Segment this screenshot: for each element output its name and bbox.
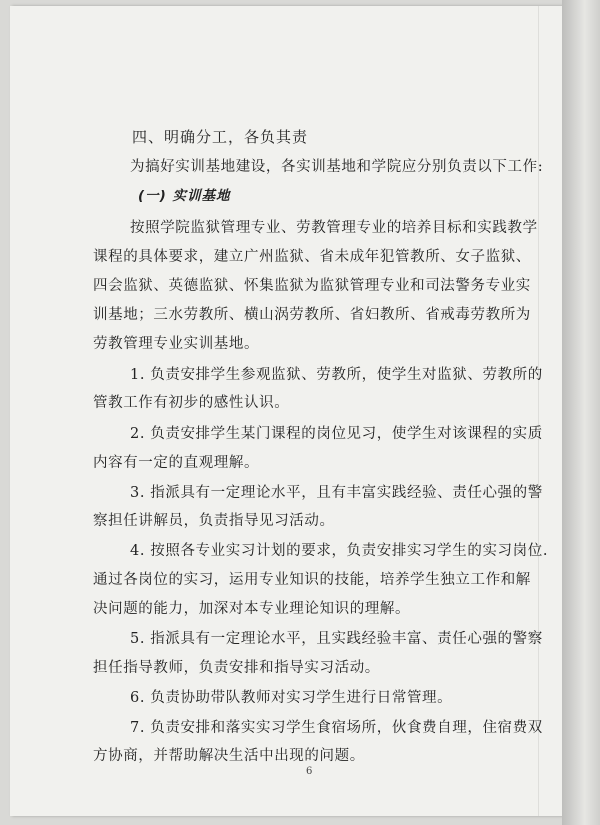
list-item-line: 4. 按照各专业实习计划的要求，负责安排实习学生的实习岗位. <box>130 543 549 559</box>
list-item-line: 7. 负责安排和落实实习学生食宿场所，伙食费自理，住宿费双 <box>130 720 543 736</box>
paragraph-line: 训基地；三水劳教所、横山涡劳教所、省妇教所、省戒毒劳教所为 <box>93 307 531 323</box>
list-item-line: 方协商，并帮助解决生活中出现的问题。 <box>93 748 365 764</box>
list-item-line: 6. 负责协助带队教师对实习学生进行日常管理。 <box>130 690 453 706</box>
list-item-line: 决问题的能力，加深对本专业理论知识的理解。 <box>93 601 411 617</box>
section-heading: 四、明确分工，各负其责 <box>132 128 309 146</box>
list-item-line: 5. 指派具有一定理论水平，且实践经验丰富、责任心强的警察 <box>130 631 543 647</box>
document-page <box>10 6 562 816</box>
list-item-line: 管教工作有初步的感性认识。 <box>93 395 290 411</box>
paragraph-line: 按照学院监狱管理专业、劳教管理专业的培养目标和实践教学 <box>130 220 538 236</box>
list-item-line: 2. 负责安排学生某门课程的岗位见习，使学生对该课程的实质 <box>130 426 543 442</box>
paragraph-line: 课程的具体要求，建立广州监狱、省未成年犯管教所、女子监狱、 <box>93 249 531 265</box>
list-item-line: 1. 负责安排学生参观监狱、劳教所，使学生对监狱、劳教所的 <box>130 367 543 383</box>
subheading: (一) 实训基地 <box>138 188 231 204</box>
paragraph-line: 四会监狱、英德监狱、怀集监狱为监狱管理专业和司法警务专业实 <box>93 278 531 294</box>
intro-text: 为搞好实训基地建设，各实训基地和学院应分别负责以下工作: <box>130 159 544 175</box>
page-number: 6 <box>306 766 313 777</box>
list-item-line: 通过各岗位的实习，运用专业知识的技能，培养学生独立工作和解 <box>93 572 531 588</box>
paragraph-line: 劳教管理专业实训基地。 <box>93 336 260 352</box>
list-item-line: 内容有一定的直观理解。 <box>93 455 260 471</box>
list-item-line: 察担任讲解员，负责指导见习活动。 <box>93 513 335 529</box>
list-item-line: 担任指导教师，负责安排和指导实习活动。 <box>93 660 380 676</box>
page-fold <box>538 6 539 816</box>
scanner-edge <box>562 0 600 825</box>
list-item-line: 3. 指派具有一定理论水平，且有丰富实践经验、责任心强的警 <box>130 485 543 501</box>
